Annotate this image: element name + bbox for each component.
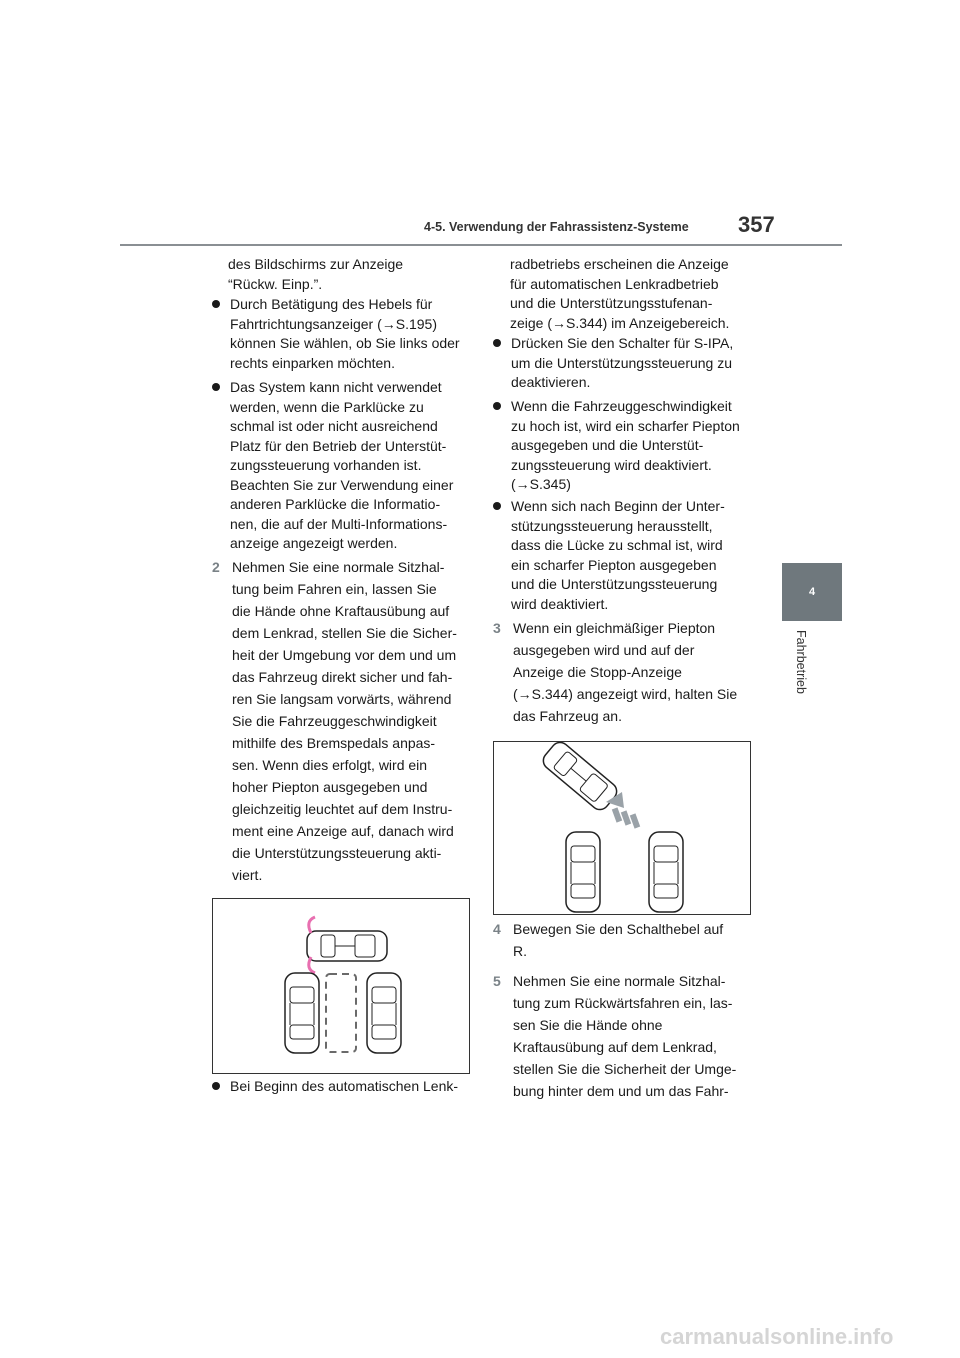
bullet-item: Durch Betätigung des Hebels für Fahrtrichtungsanzeiger (→S.195) können Sie wählen, ob Sie links oder rechts einparken möchten. bbox=[212, 295, 482, 373]
bullet-item: Wenn die Fahrzeuggeschwindigkeit zu hoch ist, wird ein scharfer Piepton ausgegeben und die Unterstüt- zungssteuerung wird deaktiviert. (→S.345) bbox=[493, 397, 763, 495]
parked-car-icon bbox=[367, 973, 401, 1053]
parking-figure-stop bbox=[493, 741, 751, 915]
page-number: 357 bbox=[738, 212, 775, 237]
continuation-text: des Bildschirms zur Anzeige “Rückw. Einp.”. bbox=[228, 256, 404, 292]
step-number: 5 bbox=[493, 973, 501, 989]
step-number: 4 bbox=[493, 921, 501, 937]
parking-illustration bbox=[213, 899, 469, 1073]
bullet-item: Bei Beginn des automatischen Lenk- bbox=[212, 1077, 482, 1097]
step-number: 2 bbox=[212, 559, 220, 575]
parked-car-icon bbox=[285, 973, 319, 1053]
bullet-icon bbox=[212, 383, 220, 391]
stop-illustration bbox=[494, 742, 750, 914]
car-top-view-icon bbox=[307, 931, 387, 961]
footer-watermark: carmanualsonline.info bbox=[660, 1324, 894, 1349]
right-continuation: radbetriebs erscheinen die Anzeige für automatischen Lenkradbetrieb und die Unterstützungsstufenan- zeige (→S.344) im Anzeigebereich. bbox=[510, 256, 730, 331]
bullet-item: Drücken Sie den Schalter für S-IPA, um die Unterstützungssteuerung zu deaktivieren. bbox=[493, 334, 763, 393]
step-3: 3 Wenn ein gleichmäßiger Piepton ausgegeben wird und auf der Anzeige die Stopp-Anzeige (→S.344) angezeigt wird, halten Sie das Fahrzeug an. bbox=[493, 617, 763, 727]
bullet-icon bbox=[493, 402, 501, 410]
step-4: 4 Bewegen Sie den Schalthebel auf R. bbox=[493, 918, 763, 962]
parking-figure-start bbox=[212, 898, 470, 1074]
step-number: 3 bbox=[493, 620, 501, 636]
header-divider bbox=[120, 244, 842, 246]
parking-slot bbox=[326, 974, 356, 1052]
step-5: 5 Nehmen Sie eine normale Sitzhal- tung zum Rückwärtsfahren ein, las- sen Sie die Hände ohne Kraftausübung auf dem Lenkrad, stellen Sie die Sicherheit der Umge- bung hinter dem und um das Fahr- bbox=[493, 970, 763, 1102]
chapter-label: Fahrbetrieb bbox=[794, 630, 808, 694]
bullet-icon bbox=[493, 502, 501, 510]
bullet-icon bbox=[212, 300, 220, 308]
chapter-tab[interactable]: 4 bbox=[782, 563, 842, 621]
bullet-icon bbox=[212, 1082, 220, 1090]
step-2: 2 Nehmen Sie eine normale Sitzhal- tung beim Fahren ein, lassen Sie die Hände ohne Kraftausübung auf dem Lenkrad, stellen Sie die Sicher- heit der Umgebung vor dem und um das Fahrzeug direkt sicher und fah- ren Sie langsam vorwärts, während Sie die Fahrzeuggeschwindigkeit mithilfe des Bremspedals anpas- sen. Wenn dies erfolgt, wird ein hoher Piepton ausgegeben und gleichzeitig leuchtet auf dem Instru- ment eine Anzeige auf, danach wird die Unterstützungssteuerung akti- viert. bbox=[212, 556, 482, 886]
bullet-item: Das System kann nicht verwendet werden, wenn die Parklücke zu schmal ist oder nicht ausreichend Platz für den Betrieb der Unterstüt- zungssteuerung vorhanden ist. Beachten Sie zur Verwendung einer anderen Parklücke die Informatio- nen, die auf der Multi-Informations- anzeige angezeigt werden. bbox=[212, 378, 482, 554]
bullet-icon bbox=[493, 339, 501, 347]
section-header: 4-5. Verwendung der Fahrassistenz-Systeme bbox=[424, 220, 689, 234]
left-column bbox=[228, 255, 478, 294]
bullet-item: Wenn sich nach Beginn der Unter- stützungssteuerung herausstellt, dass die Lücke zu schmal ist, wird ein scharfer Piepton ausgegeben und die Unterstützungssteuerung wird deaktiviert. bbox=[493, 497, 763, 614]
parked-car-icon bbox=[649, 832, 683, 912]
parked-car-icon bbox=[566, 832, 600, 912]
